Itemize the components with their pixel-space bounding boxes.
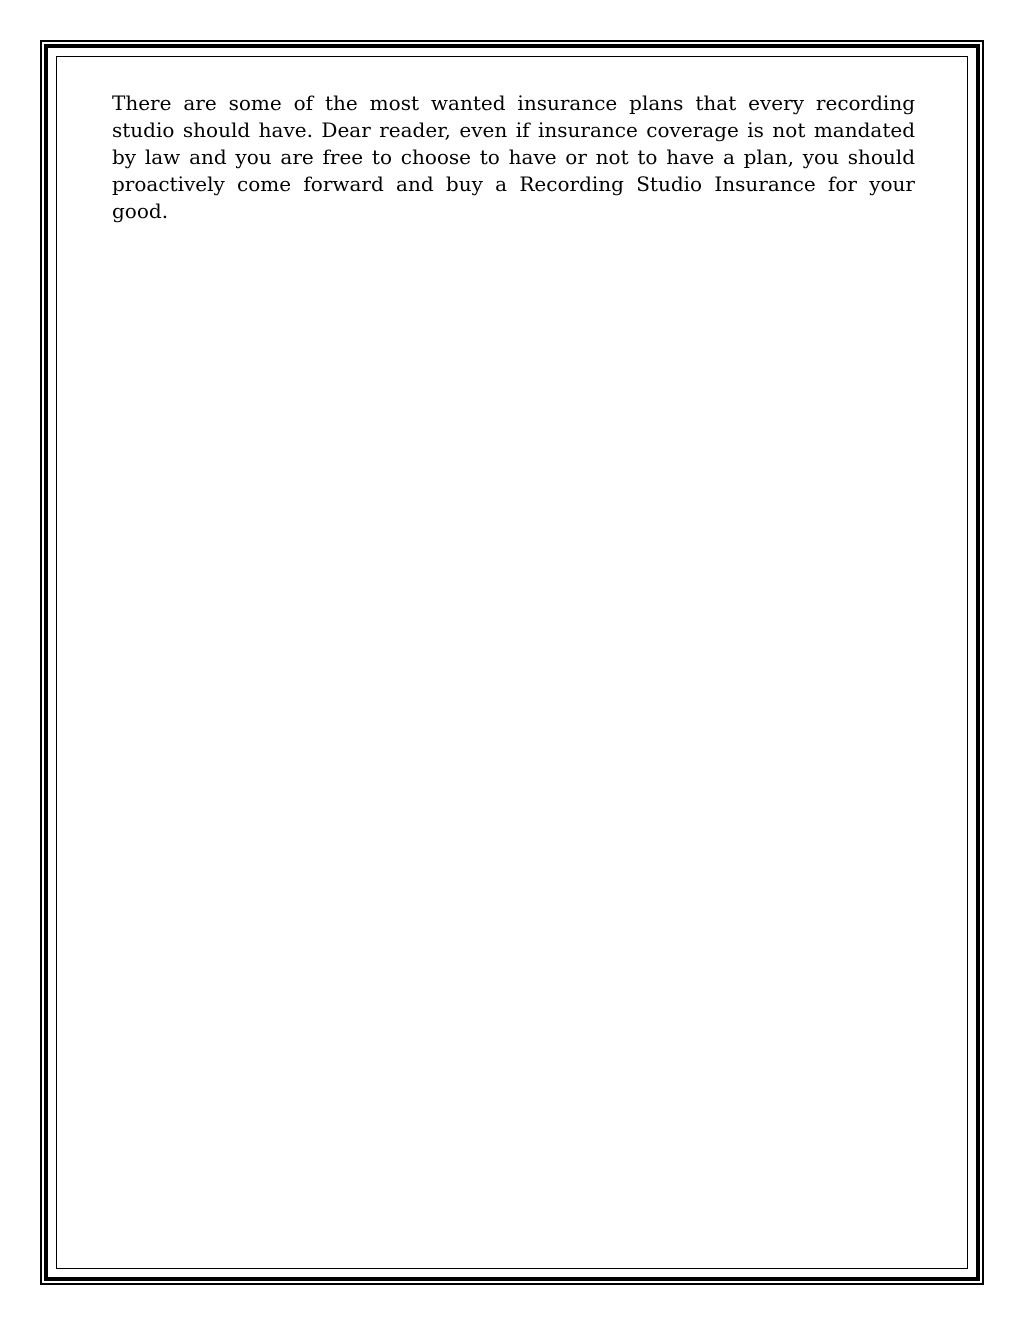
page-border-inner bbox=[56, 56, 968, 1269]
page-border-outer bbox=[40, 40, 984, 1285]
body-paragraph: There are some of the most wanted insurance plans that every recording studio should have. Dear reader, even if insurance coverage is not mandated by law and you are free to choose to have or not to have a plan, you should proactively come forward and buy a Recording Studio Insurance for your good. bbox=[112, 91, 915, 223]
page-border-middle bbox=[44, 44, 980, 1281]
